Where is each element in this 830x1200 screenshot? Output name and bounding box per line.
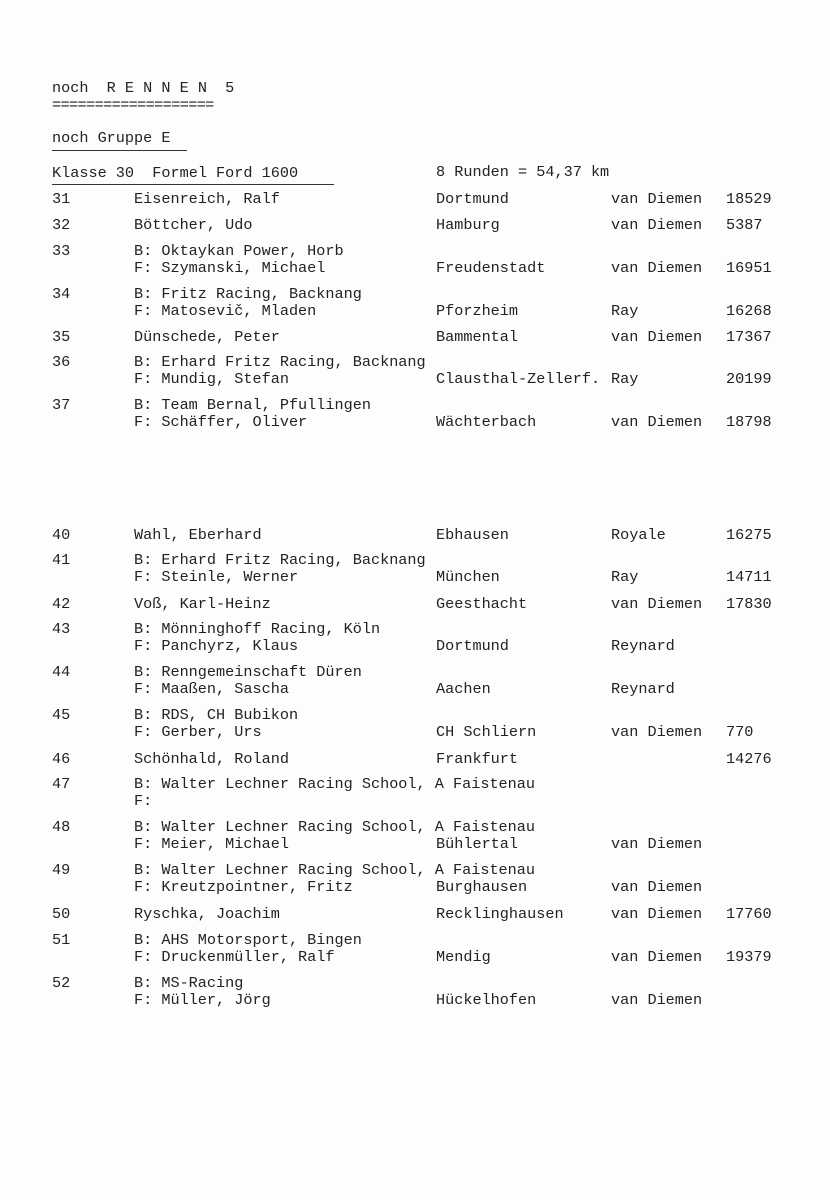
car-make: van Diemen bbox=[611, 216, 703, 234]
driver-line: F: Schäffer, Oliver bbox=[134, 413, 308, 431]
group-heading-underline bbox=[52, 150, 187, 151]
start-number: 45 bbox=[52, 706, 71, 724]
driver-line: F: Szymanski, Michael bbox=[134, 259, 326, 277]
start-number: 37 bbox=[52, 396, 71, 414]
entrant-line: Wahl, Eberhard bbox=[134, 526, 262, 544]
entry-row bbox=[0, 750, 830, 767]
hometown: Dortmund bbox=[436, 190, 509, 208]
class-heading-underline bbox=[52, 184, 334, 185]
license-number: 20199 bbox=[726, 370, 772, 388]
entrant-line: B: Renngemeinschaft Düren bbox=[134, 663, 362, 681]
license-number: 17760 bbox=[726, 905, 772, 923]
car-make: van Diemen bbox=[611, 878, 703, 896]
entry-row bbox=[0, 663, 830, 697]
entry-row bbox=[0, 328, 830, 345]
car-make: Ray bbox=[611, 568, 639, 586]
license-number: 14711 bbox=[726, 568, 772, 586]
license-number: 5387 bbox=[726, 216, 763, 234]
license-number: 16268 bbox=[726, 302, 772, 320]
hometown: Recklinghausen bbox=[436, 905, 564, 923]
start-number: 43 bbox=[52, 620, 71, 638]
start-number: 35 bbox=[52, 328, 71, 346]
car-make: Ray bbox=[611, 370, 639, 388]
entry-row bbox=[0, 396, 830, 430]
entrant-line: Dünschede, Peter bbox=[134, 328, 280, 346]
hometown: Wächterbach bbox=[436, 413, 537, 431]
entry-row bbox=[0, 931, 830, 965]
hometown: Dortmund bbox=[436, 637, 509, 655]
entrant-line: B: Team Bernal, Pfullingen bbox=[134, 396, 371, 414]
license-number: 18798 bbox=[726, 413, 772, 431]
car-make: van Diemen bbox=[611, 328, 703, 346]
hometown: Hamburg bbox=[436, 216, 500, 234]
entry-row bbox=[0, 242, 830, 276]
hometown: Clausthal-Zellerf. bbox=[436, 370, 601, 388]
start-number: 40 bbox=[52, 526, 71, 544]
driver-line: F: Panchyrz, Klaus bbox=[134, 637, 299, 655]
car-make: van Diemen bbox=[611, 190, 703, 208]
entrant-line: B: Oktaykan Power, Horb bbox=[134, 242, 344, 260]
driver-line: F: Mundig, Stefan bbox=[134, 370, 289, 388]
entry-row bbox=[0, 861, 830, 895]
car-make: Reynard bbox=[611, 680, 675, 698]
entry-row bbox=[0, 620, 830, 654]
driver-line: F: Meier, Michael bbox=[134, 835, 289, 853]
entrant-line: B: Walter Lechner Racing School, A Faistenau bbox=[134, 818, 536, 836]
car-make: van Diemen bbox=[611, 413, 703, 431]
driver-line: F: bbox=[134, 792, 153, 810]
entrant-line: Eisenreich, Ralf bbox=[134, 190, 280, 208]
entrant-line: B: Walter Lechner Racing School, A Faistenau bbox=[134, 775, 536, 793]
entry-row bbox=[0, 706, 830, 740]
hometown: Pforzheim bbox=[436, 302, 519, 320]
race-heading-underline: =================== bbox=[52, 96, 214, 114]
driver-line: F: Maaßen, Sascha bbox=[134, 680, 289, 698]
entry-row bbox=[0, 216, 830, 233]
entry-row bbox=[0, 818, 830, 852]
driver-line: F: Druckenmüller, Ralf bbox=[134, 948, 335, 966]
start-number: 33 bbox=[52, 242, 71, 260]
license-number: 17830 bbox=[726, 595, 772, 613]
car-make: van Diemen bbox=[611, 259, 703, 277]
race-heading: noch R E N N E N 5 bbox=[52, 79, 235, 97]
start-number: 51 bbox=[52, 931, 71, 949]
car-make: van Diemen bbox=[611, 948, 703, 966]
driver-line: F: Kreutzpointner, Fritz bbox=[134, 878, 353, 896]
driver-line: F: Müller, Jörg bbox=[134, 991, 271, 1009]
distance-info: 8 Runden = 54,37 km bbox=[436, 163, 610, 181]
start-number: 41 bbox=[52, 551, 71, 569]
hometown: Bühlertal bbox=[436, 835, 519, 853]
driver-line: F: Gerber, Urs bbox=[134, 723, 262, 741]
start-number: 32 bbox=[52, 216, 71, 234]
hometown: Bammental bbox=[436, 328, 519, 346]
license-number: 770 bbox=[726, 723, 754, 741]
entrant-line: Voß, Karl-Heinz bbox=[134, 595, 271, 613]
car-make: van Diemen bbox=[611, 723, 703, 741]
hometown: München bbox=[436, 568, 500, 586]
entry-row bbox=[0, 595, 830, 612]
start-number: 36 bbox=[52, 353, 71, 371]
hometown: Ebhausen bbox=[436, 526, 509, 544]
car-make: Royale bbox=[611, 526, 666, 544]
entrant-line: Schönhald, Roland bbox=[134, 750, 289, 768]
license-number: 17367 bbox=[726, 328, 772, 346]
start-number: 46 bbox=[52, 750, 71, 768]
car-make: van Diemen bbox=[611, 991, 703, 1009]
license-number: 18529 bbox=[726, 190, 772, 208]
car-make: van Diemen bbox=[611, 835, 703, 853]
start-number: 49 bbox=[52, 861, 71, 879]
entrant-line: Ryschka, Joachim bbox=[134, 905, 280, 923]
entrant-line: B: MS-Racing bbox=[134, 974, 244, 992]
group-heading: noch Gruppe E bbox=[52, 129, 171, 147]
start-number: 47 bbox=[52, 775, 71, 793]
entrant-line: B: RDS, CH Bubikon bbox=[134, 706, 299, 724]
car-make: van Diemen bbox=[611, 905, 703, 923]
hometown: Freudenstadt bbox=[436, 259, 546, 277]
entrant-line: B: Erhard Fritz Racing, Backnang bbox=[134, 353, 426, 371]
hometown: Hückelhofen bbox=[436, 991, 537, 1009]
license-number: 19379 bbox=[726, 948, 772, 966]
car-make: Ray bbox=[611, 302, 639, 320]
entry-row bbox=[0, 551, 830, 585]
license-number: 14276 bbox=[726, 750, 772, 768]
entrant-line: B: AHS Motorsport, Bingen bbox=[134, 931, 362, 949]
start-number: 52 bbox=[52, 974, 71, 992]
car-make: van Diemen bbox=[611, 595, 703, 613]
start-number: 31 bbox=[52, 190, 71, 208]
car-make: Reynard bbox=[611, 637, 675, 655]
hometown: Geesthacht bbox=[436, 595, 528, 613]
start-number: 34 bbox=[52, 285, 71, 303]
start-number: 42 bbox=[52, 595, 71, 613]
hometown: Frankfurt bbox=[436, 750, 519, 768]
entry-row bbox=[0, 905, 830, 922]
entry-row bbox=[0, 974, 830, 1008]
entry-row bbox=[0, 775, 830, 809]
hometown: Mendig bbox=[436, 948, 491, 966]
entrant-line: B: Walter Lechner Racing School, A Faistenau bbox=[134, 861, 536, 879]
start-number: 48 bbox=[52, 818, 71, 836]
hometown: Aachen bbox=[436, 680, 491, 698]
entry-row bbox=[0, 526, 830, 543]
entrant-line: B: Fritz Racing, Backnang bbox=[134, 285, 362, 303]
start-number: 50 bbox=[52, 905, 71, 923]
entry-row bbox=[0, 190, 830, 207]
entrant-line: B: Erhard Fritz Racing, Backnang bbox=[134, 551, 426, 569]
license-number: 16275 bbox=[726, 526, 772, 544]
hometown: CH Schliern bbox=[436, 723, 537, 741]
driver-line: F: Matosevič, Mladen bbox=[134, 302, 317, 320]
entrant-line: Böttcher, Udo bbox=[134, 216, 253, 234]
license-number: 16951 bbox=[726, 259, 772, 277]
entrant-line: B: Mönninghoff Racing, Köln bbox=[134, 620, 381, 638]
entry-row bbox=[0, 285, 830, 319]
start-number: 44 bbox=[52, 663, 71, 681]
entry-row bbox=[0, 353, 830, 387]
hometown: Burghausen bbox=[436, 878, 528, 896]
class-heading: Klasse 30 Formel Ford 1600 bbox=[52, 164, 299, 182]
driver-line: F: Steinle, Werner bbox=[134, 568, 299, 586]
